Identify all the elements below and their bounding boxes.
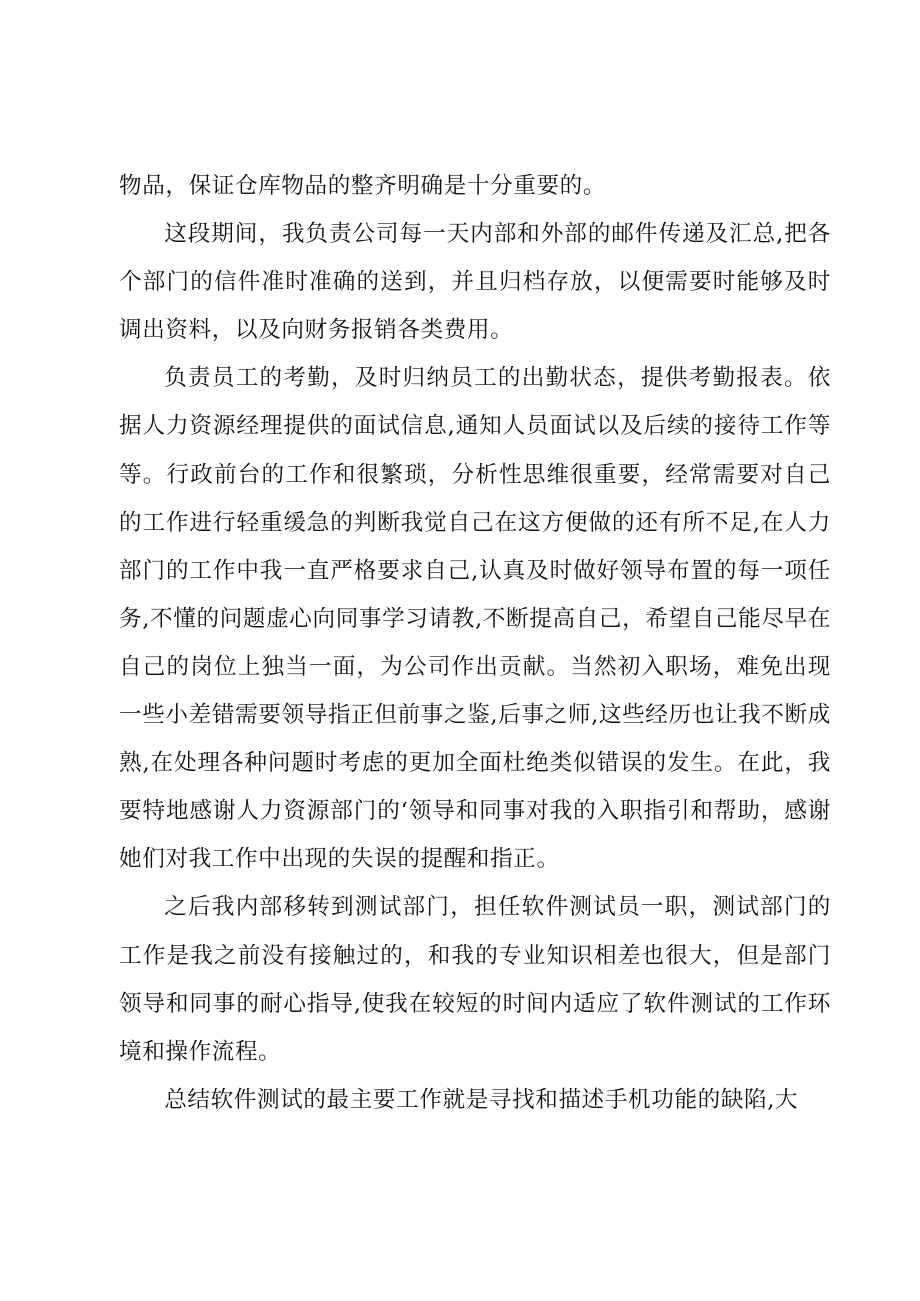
paragraph-attendance-duties: 负责员工的考勤，及时归纳员工的出勤状态，提供考勤报表。依据人力资源经理提供的面试信息,通知人员面试以及后续的接待工作等等。行政前台的工作和很繁琐，分析性思维很重要，经常需要对自己的工作进行轻重缓急的判断我觉自己在这方便做的还有所不足,在人力部门的工作中我一直严格要求自己,认真及时做好领导布置的每一项任务,不懂的问题虚心向同事学习请教,不断提高自己，希望自己能尽早在自己的岗位上独当一面，为公司作出贡献。当然初入职场，难免出现一些小差错需要领导指正但前事之鉴,后事之师,这些经历也让我不断成熟,在处理各种问题时考虑的更加全面杜绝类似错误的发生。在此，我要特地感谢人力资源部门的‘领导和同事对我的入职指引和帮助，感谢她们对我工作中出现的失误的提醒和指正。 — [119, 365, 831, 873]
document-body — [119, 162, 831, 1124]
paragraph-continuation: 物品，保证仓库物品的整齐明确是十分重要的。 — [119, 173, 607, 199]
paragraph-mail-duties: 这段期间，我负责公司每一天内部和外部的邮件传递及汇总,把各个部门的信件准时准确的送到，并且归档存放，以便需要时能够及时调出资料，以及向财务报销各类费用。 — [119, 221, 831, 344]
paragraph-testing-transfer: 之后我内部移转到测试部门，担任软件测试员一职，测试部门的工作是我之前没有接触过的，和我的专业知识相差也很大，但是部门领导和同事的耐心指导,使我在较短的时间内适应了软件测试的工作环境和操作流程。 — [119, 894, 831, 1065]
paragraph-testing-summary: 总结软件测试的最主要工作就是寻找和描述手机功能的缺陷,大 — [164, 1086, 799, 1113]
